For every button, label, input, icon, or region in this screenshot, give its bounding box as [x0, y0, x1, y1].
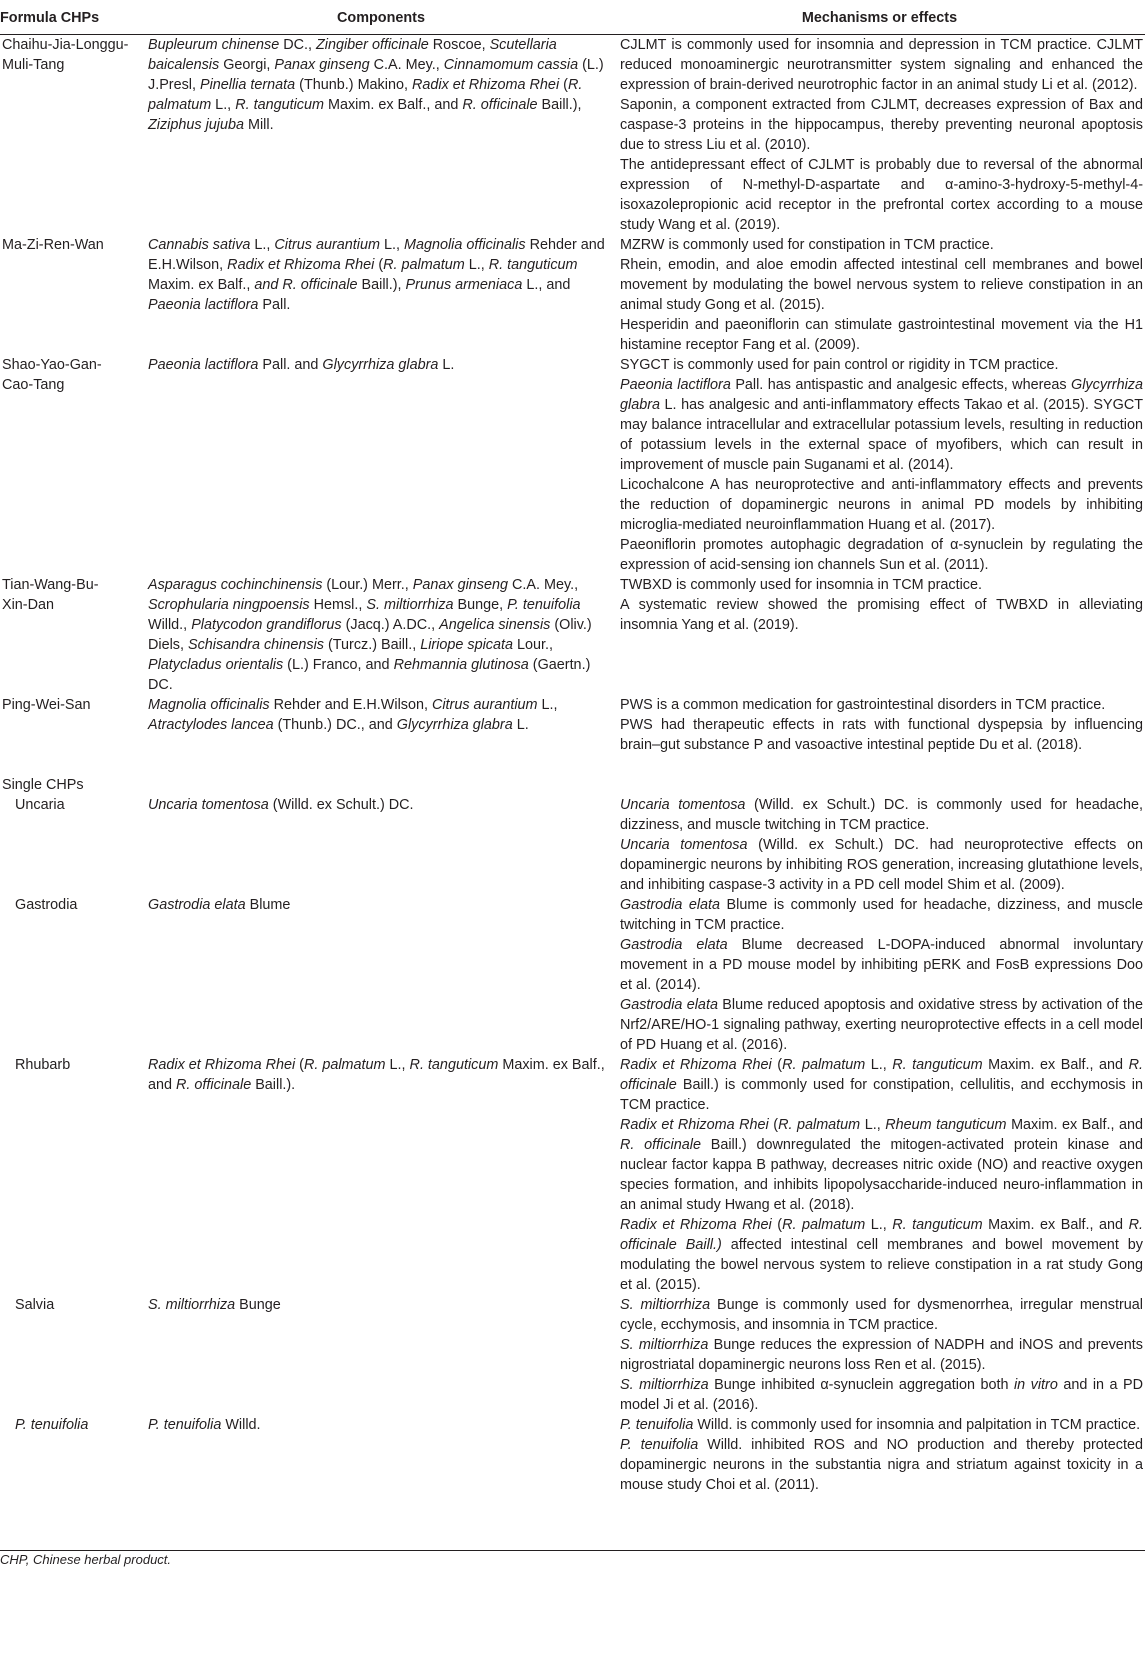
chp-name	[0, 695, 148, 775]
header-mechanisms: Mechanisms or effects	[620, 4, 1145, 35]
chp-name-line: Xin-Dan	[2, 597, 54, 613]
table-row	[0, 355, 1145, 575]
chp-name-line: Rhubarb	[15, 1057, 71, 1073]
table-row	[0, 795, 1145, 895]
chp-components	[148, 1295, 620, 1415]
chp-name-line: Salvia	[15, 1297, 55, 1313]
effect-paragraph: Uncaria tomentosa (Willd. ex Schult.) DC. had neuroprotective effects on dopaminergic neurons by inhibiting ROS generation, increasing glutathione levels, and inhibiting caspase-3 activity in a PD cell model Shim et al. (2009).	[620, 837, 1143, 893]
chp-name-line: P. tenuifolia	[15, 1417, 89, 1433]
effect-paragraph: Gastrodia elata Blume reduced apoptosis and oxidative stress by activation of the Nrf2/ARE/HO-1 signaling pathway, exerting neuroprotective effects in a cell model of PD Huang et al. (2016).	[620, 997, 1143, 1053]
chp-effects	[620, 575, 1145, 695]
effect-paragraph: A systematic review showed the promising effect of TWBXD in alleviating insomnia Yang et al. (2019).	[620, 597, 1143, 633]
components-text: Gastrodia elata Blume	[148, 897, 291, 913]
table-row	[0, 895, 1145, 1055]
effect-paragraph: Saponin, a component extracted from CJLMT, decreases expression of Bax and caspase-3 proteins in the hippocampus, thereby preventing neuronal apoptosis due to stress Liu et al. (2010).	[620, 97, 1143, 153]
group-label: Single CHPs	[2, 777, 84, 793]
effect-paragraph: S. miltiorrhiza Bunge inhibited α-synuclein aggregation both in vitro and in a PD model Ji et al. (2016).	[620, 1377, 1144, 1413]
effect-paragraph: S. miltiorrhiza Bunge is commonly used for dysmenorrhea, irregular menstrual cycle, ecchymosis, and insomnia in TCM practice.	[620, 1297, 1143, 1333]
chp-name-line: Shao-Yao-Gan-	[2, 357, 102, 373]
chp-components	[148, 695, 620, 775]
chp-effects	[620, 895, 1145, 1055]
chp-name-line: Cao-Tang	[2, 377, 65, 393]
effect-paragraph: Paeoniflorin promotes autophagic degradation of α-synuclein by regulating the expression of acid-sensing ion channels Sun et al. (2011).	[620, 537, 1143, 573]
chp-name	[0, 1295, 148, 1415]
effect-paragraph: P. tenuifolia Willd. is commonly used for insomnia and palpitation in TCM practice.	[620, 1417, 1141, 1433]
effect-paragraph: The antidepressant effect of CJLMT is probably due to reversal of the abnormal expression of N-methyl-D-aspartate and α-amino-3-hydroxy-5-methyl-4-isoxazolepropionic acid receptor in the prefrontal cortex according to a mouse study Wang et al. (2019).	[620, 157, 1143, 233]
table-body	[0, 35, 1145, 1496]
components-text: Magnolia officinalis Rehder and E.H.Wilson, Citrus aurantium L., Atractylodes lancea (Thunb.) DC., and Glycyrrhiza glabra L.	[148, 697, 558, 733]
chp-components	[148, 235, 620, 355]
chp-components	[148, 1055, 620, 1295]
table-row	[0, 1415, 1145, 1495]
chp-name-line: Chaihu-Jia-Longgu-	[2, 37, 129, 53]
effect-paragraph: PWS had therapeutic effects in rats with functional dyspepsia by influencing brain–gut substance P and vasoactive intestinal peptide Du et al. (2018).	[620, 717, 1143, 753]
chp-name	[0, 1415, 148, 1495]
chp-effects	[620, 1415, 1145, 1495]
components-text: Cannabis sativa L., Citrus aurantium L., Magnolia officinalis Rehder and E.H.Wilson, Radix et Rhizoma Rhei (R. palmatum L., R. tanguticum Maxim. ex Balf., and R. officinale Baill.), Prunus armeniaca L., and Paeonia lactiflora Pall.	[148, 237, 605, 313]
components-text: Uncaria tomentosa (Willd. ex Schult.) DC.	[148, 797, 414, 813]
chp-effects	[620, 235, 1145, 355]
table-bottom-rule	[0, 1550, 1145, 1551]
effect-paragraph: P. tenuifolia Willd. inhibited ROS and NO production and thereby protected dopaminergic neurons in the substantia nigra and striatum against toxicity in a mouse study Choi et al. (2011).	[620, 1437, 1143, 1493]
effect-paragraph: PWS is a common medication for gastrointestinal disorders in TCM practice.	[620, 697, 1106, 713]
effect-paragraph: TWBXD is commonly used for insomnia in TCM practice.	[620, 577, 983, 593]
effect-paragraph: Radix et Rhizoma Rhei (R. palmatum L., R. tanguticum Maxim. ex Balf., and R. officinale Baill.) affected intestinal cell membranes and bowel movement by modulating the bowel nervous system to relieve constipation in a rat study Gong et al. (2015).	[620, 1217, 1144, 1293]
chp-name	[0, 1055, 148, 1295]
chp-name	[0, 575, 148, 695]
chp-name	[0, 235, 148, 355]
table-row	[0, 695, 1145, 775]
chp-name-line: Muli-Tang	[2, 57, 65, 73]
components-text: Bupleurum chinense DC., Zingiber officinale Roscoe, Scutellaria baicalensis Georgi, Panax ginseng C.A. Mey., Cinnamomum cassia (L.) J.Presl, Pinellia ternata (Thunb.) Makino, Radix et Rhizoma Rhei (R. palmatum L., R. tanguticum Maxim. ex Balf., and R. officinale Baill.), Ziziphus jujuba Mill.	[148, 37, 604, 133]
table-header	[0, 4, 1145, 35]
chp-effects	[620, 35, 1145, 236]
components-text: Paeonia lactiflora Pall. and Glycyrrhiza glabra L.	[148, 357, 455, 373]
chp-name	[0, 895, 148, 1055]
chp-name-line: Tian-Wang-Bu-	[2, 577, 99, 593]
chp-effects	[620, 695, 1145, 775]
effect-paragraph: Gastrodia elata Blume decreased L-DOPA-induced abnormal involuntary movement in a PD mouse model by inhibiting pERK and FosB expressions Doo et al. (2014).	[620, 937, 1144, 993]
effect-paragraph: Paeonia lactiflora Pall. has antispastic and analgesic effects, whereas Glycyrrhiza glabra L. has analgesic and anti-inflammatory effects Takao et al. (2015). SYGCT may balance intracellular and extracellular potassium levels, resulting in reduction of potassium levels in the external space of myofibers, which can result in improvement of muscle pain Suganami et al. (2014).	[620, 377, 1143, 473]
effect-paragraph: Radix et Rhizoma Rhei (R. palmatum L., Rheum tanguticum Maxim. ex Balf., and R. officinale Baill.) downregulated the mitogen-activated protein kinase and nuclear factor kappa B pathway, decreases nitric oxide (NO) and reactive oxygen species formation, and inhibits lipopolysaccharide-induced neuro-inflammation in an animal study Hwang et al. (2018).	[620, 1117, 1144, 1213]
chp-name-line: Uncaria	[15, 797, 65, 813]
effect-paragraph: SYGCT is commonly used for pain control or rigidity in TCM practice.	[620, 357, 1059, 373]
chp-effects	[620, 795, 1145, 895]
chp-components	[148, 895, 620, 1055]
chp-name-line: Ping-Wei-San	[2, 697, 91, 713]
chp-effects	[620, 1295, 1145, 1415]
chp-name	[0, 355, 148, 575]
table-footnote: CHP, Chinese herbal product.	[0, 1552, 172, 1567]
table-row	[0, 235, 1145, 355]
chp-name	[0, 795, 148, 895]
effect-paragraph: Uncaria tomentosa (Willd. ex Schult.) DC. is commonly used for headache, dizziness, and muscle twitching in TCM practice.	[620, 797, 1143, 833]
chp-effects	[620, 1055, 1145, 1295]
components-text: S. miltiorrhiza Bunge	[148, 1297, 281, 1313]
table-row	[0, 575, 1145, 695]
header-components: Components	[148, 4, 620, 35]
effect-paragraph: Rhein, emodin, and aloe emodin affected intestinal cell membranes and bowel movement by modulating the bowel nervous system to relieve constipation in an animal study Gong et al. (2015).	[620, 257, 1143, 313]
effect-paragraph: Gastrodia elata Blume is commonly used for headache, dizziness, and muscle twitching in TCM practice.	[620, 897, 1143, 933]
components-text: Asparagus cochinchinensis (Lour.) Merr., Panax ginseng C.A. Mey., Scrophularia ningpoensis Hemsl., S. miltiorrhiza Bunge, P. tenuifolia Willd., Platycodon grandiflorus (Jacq.) A.DC., Angelica sinensis (Oliv.) Diels, Schisandra chinensis (Turcz.) Baill., Liriope spicata Lour., Platycladus orientalis (L.) Franco, and Rehmannia glutinosa (Gaertn.) DC.	[148, 577, 592, 693]
effect-paragraph: MZRW is commonly used for constipation in TCM practice.	[620, 237, 994, 253]
group-row-single-chps	[0, 775, 1145, 795]
table-row	[0, 35, 1145, 236]
table-row	[0, 1055, 1145, 1295]
chp-name	[0, 35, 148, 236]
components-text: P. tenuifolia Willd.	[148, 1417, 261, 1433]
chp-components	[148, 355, 620, 575]
chp-components	[148, 575, 620, 695]
chp-components	[148, 35, 620, 236]
effect-paragraph: Licochalcone A has neuroprotective and anti-inflammatory effects and prevents the reduction of dopaminergic neurons in animal PD models by inhibiting microglia-mediated neuroinflammation Huang et al. (2017).	[620, 477, 1143, 533]
effect-paragraph: Radix et Rhizoma Rhei (R. palmatum L., R. tanguticum Maxim. ex Balf., and R. officinale Baill.) is commonly used for constipation, cellulitis, and ecchymosis in TCM practice.	[620, 1057, 1143, 1113]
effect-paragraph: S. miltiorrhiza Bunge reduces the expression of NADPH and iNOS and prevents nigrostriatal dopaminergic neurons loss Ren et al. (2015).	[620, 1337, 1143, 1373]
chp-name-line: Gastrodia	[15, 897, 78, 913]
chp-name-line: Ma-Zi-Ren-Wan	[2, 237, 104, 253]
chp-components	[148, 795, 620, 895]
chp-table	[0, 4, 1145, 1495]
table-row	[0, 1295, 1145, 1415]
effect-paragraph: CJLMT is commonly used for insomnia and depression in TCM practice. CJLMT reduced monoaminergic neurotransmitter system signaling and enhanced the expression of brain-derived neurotrophic factor in an animal study Li et al. (2012).	[620, 37, 1143, 93]
chp-components	[148, 1415, 620, 1495]
header-formula-chps: Formula CHPs	[0, 4, 148, 35]
effect-paragraph: Hesperidin and paeoniflorin can stimulate gastrointestinal movement via the H1 histamine receptor Fang et al. (2009).	[620, 317, 1143, 353]
components-text: Radix et Rhizoma Rhei (R. palmatum L., R. tanguticum Maxim. ex Balf., and R. officinale Baill.).	[148, 1057, 605, 1093]
chp-effects	[620, 355, 1145, 575]
